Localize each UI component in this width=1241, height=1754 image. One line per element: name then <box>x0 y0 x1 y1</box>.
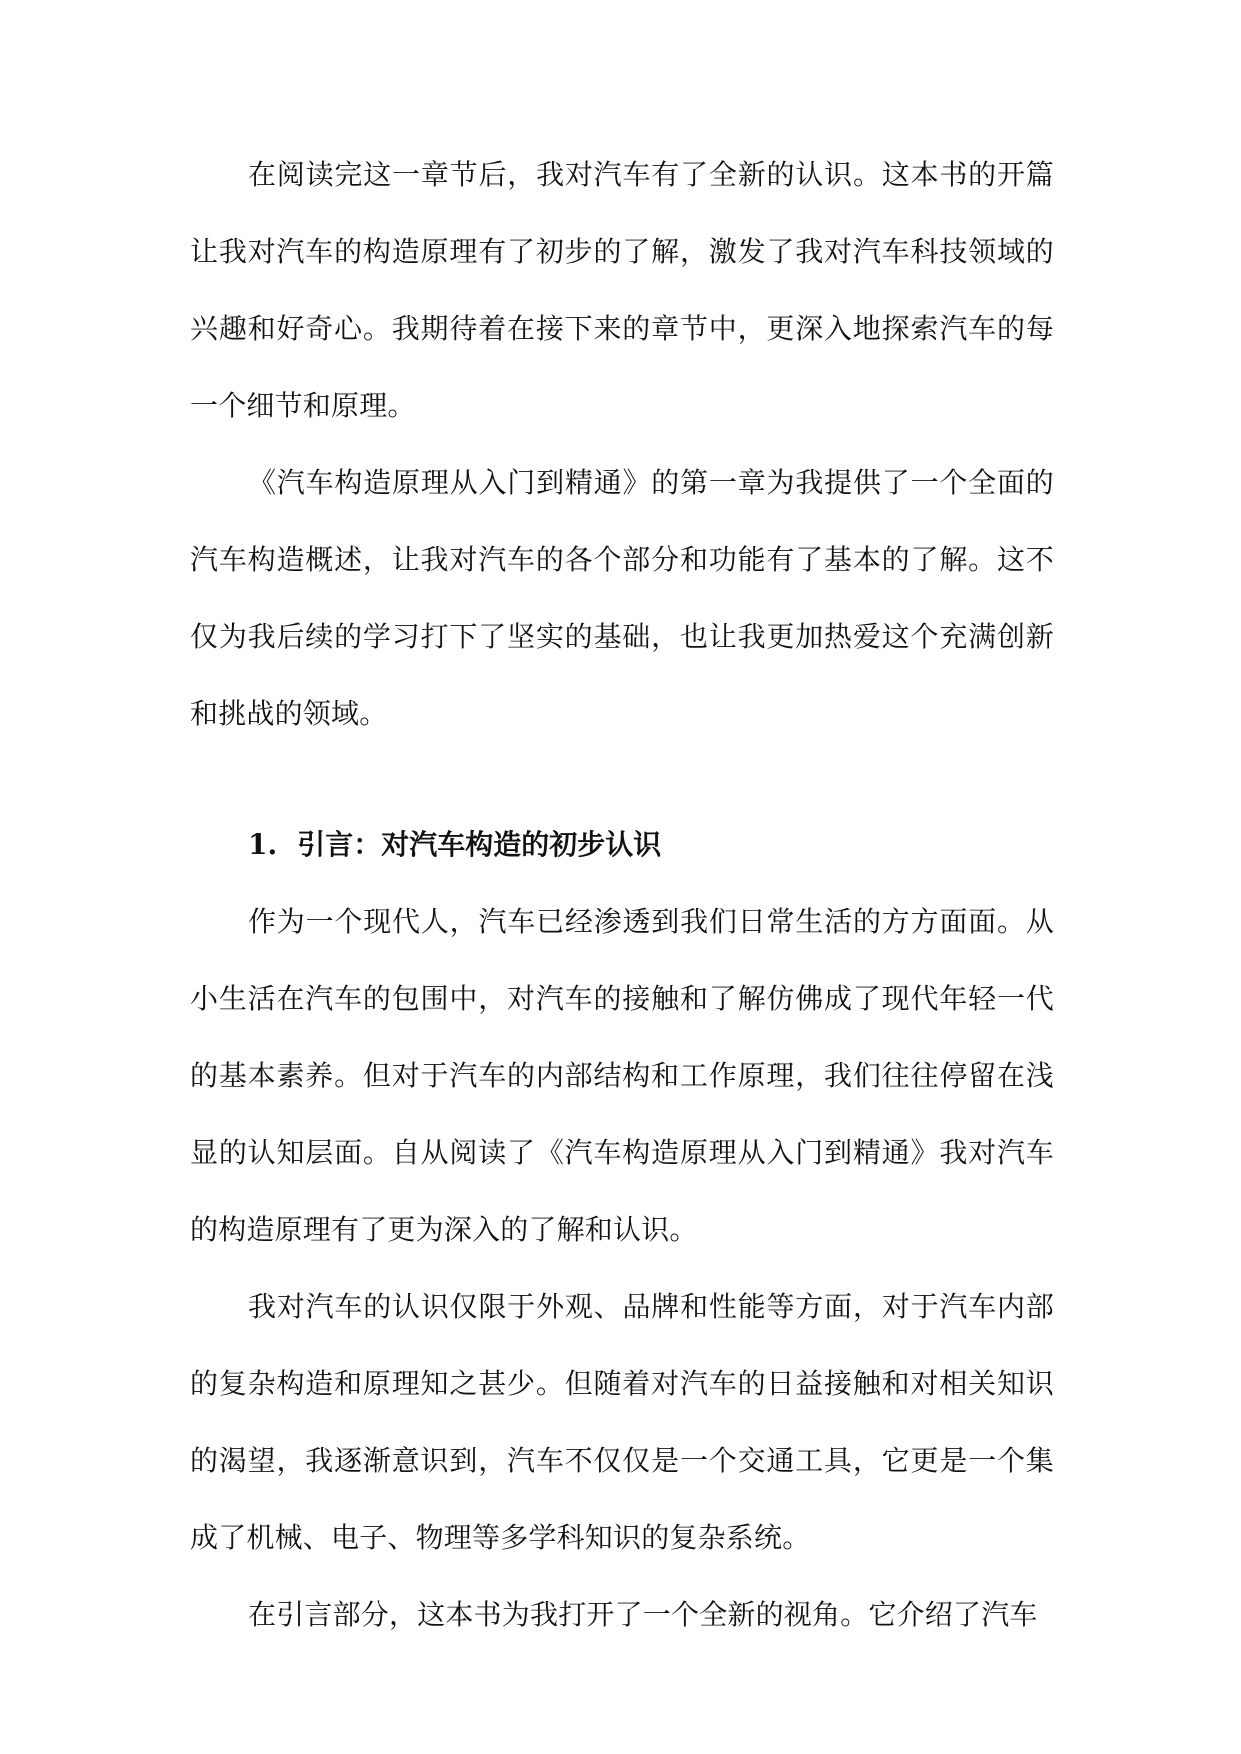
body-paragraph: 在引言部分，这本书为我打开了一个全新的视角。它介绍了汽车 <box>248 1598 1038 1631</box>
section-heading <box>190 806 1054 883</box>
document-body <box>190 136 1054 1653</box>
section-title: 引言：对汽车构造的初步认识 <box>297 828 662 861</box>
body-paragraph: 作为一个现代人，汽车已经渗透到我们日常生活的方方面面。从小生活在汽车的包围中，对汽车的接触和了解仿佛成了现代年轻一代的基本素养。但对于汽车的内部结构和工作原理，我们往往停留在浅显的认知层面。自从阅读了《汽车构造原理从入门到精通》我对汽车的构造原理有了更为深入的了解和认识。 <box>190 905 1054 1246</box>
body-paragraph: 《汽车构造原理从入门到精通》的第一章为我提供了一个全面的汽车构造概述，让我对汽车的各个部分和功能有了基本的了解。这不仅为我后续的学习打下了坚实的基础，也让我更加热爱这个充满创新和挑战的领域。 <box>190 466 1054 730</box>
body-paragraph: 我对汽车的认识仅限于外观、品牌和性能等方面，对于汽车内部的复杂构造和原理知之甚少。但随着对汽车的日益接触和对相关知识的渴望，我逐渐意识到，汽车不仅仅是一个交通工具，它更是一个集成了机械、电子、物理等多学科知识的复杂系统。 <box>190 1290 1054 1554</box>
body-paragraph: 在阅读完这一章节后，我对汽车有了全新的认识。这本书的开篇让我对汽车的构造原理有了初步的了解，激发了我对汽车科技领域的兴趣和好奇心。我期待着在接下来的章节中，更深入地探索汽车的每一个细节和原理。 <box>190 158 1054 422</box>
section-number: 1. <box>248 828 278 861</box>
